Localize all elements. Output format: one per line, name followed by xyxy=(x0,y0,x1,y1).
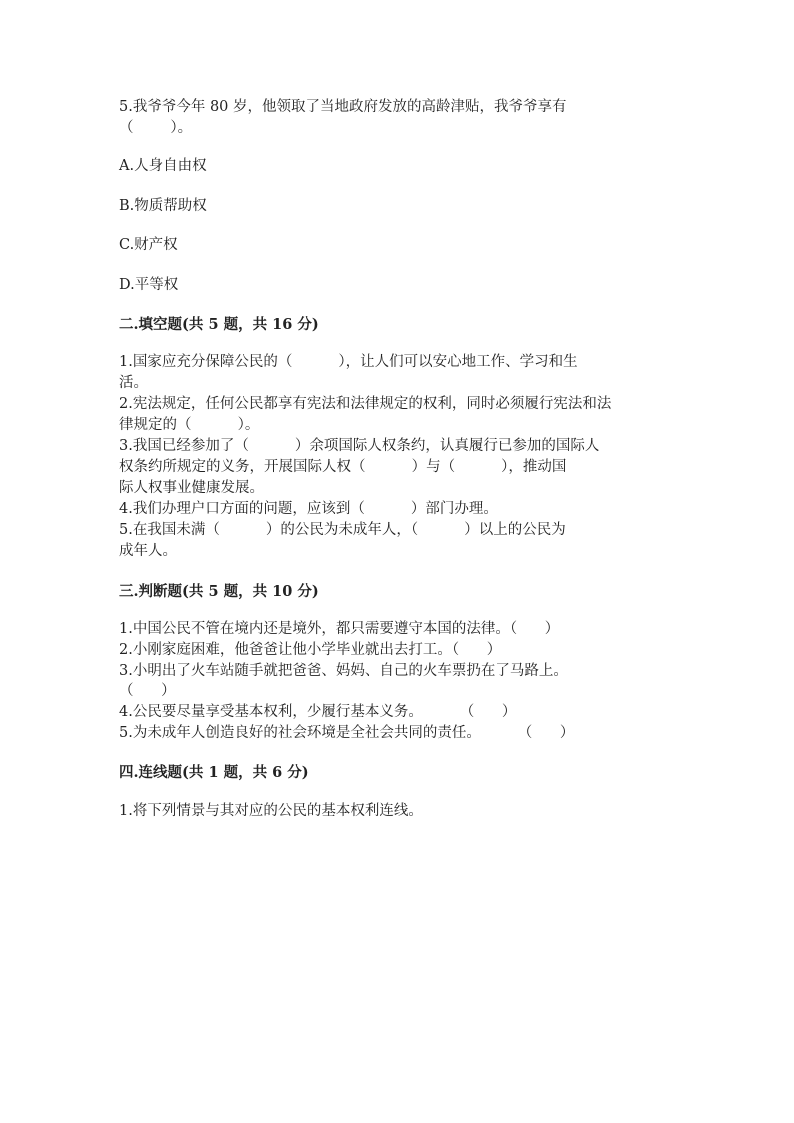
fill-line: 权条约所规定的义务，开展国际人权（ ）与（ ），推动国 xyxy=(119,459,567,475)
option-c: C.财产权 xyxy=(119,237,178,253)
fill-line: 5.在我国未满（ ）的公民为未成年人，（ ）以上的公民为 xyxy=(119,522,566,538)
option-d: D.平等权 xyxy=(119,277,179,293)
fill-line: 2.宪法规定，任何公民都享有宪法和法律规定的权利，同时必须履行宪法和法 xyxy=(119,396,612,412)
option-b: B.物质帮助权 xyxy=(119,198,207,214)
option-a: A.人身自由权 xyxy=(119,158,207,174)
question-5-blank: （ ）。 xyxy=(119,120,193,136)
judge-line: （ ） xyxy=(119,683,176,699)
fill-line: 3.我国已经参加了（ ）余项国际人权条约，认真履行已参加的国际人 xyxy=(119,438,600,454)
judge-line: 1.中国公民不管在境内还是境外，都只需要遵守本国的法律。（ ） xyxy=(119,621,560,637)
fill-line: 律规定的（ ）。 xyxy=(119,417,260,433)
fill-line: 4.我们办理户口方面的问题，应该到（ ）部门办理。 xyxy=(119,501,498,517)
fill-line: 际人权事业健康发展。 xyxy=(119,480,264,496)
section-2-title: 二.填空题(共 5 题，共 16 分) xyxy=(119,316,319,333)
match-line: 1.将下列情景与其对应的公民的基本权利连线。 xyxy=(119,803,423,819)
fill-line: 成年人。 xyxy=(119,543,177,559)
section-4-title: 四.连线题(共 1 题，共 6 分) xyxy=(119,764,309,781)
fill-line: 活。 xyxy=(119,375,148,391)
section-3-title: 三.判断题(共 5 题，共 10 分) xyxy=(119,583,319,600)
judge-line: 5.为未成年人创造良好的社会环境是全社会共同的责任。 （ ） xyxy=(119,725,575,741)
question-5-stem: 5.我爷爷今年 80 岁，他领取了当地政府发放的高龄津贴，我爷爷享有 xyxy=(119,99,567,115)
judge-line: 2.小刚家庭困难，他爸爸让他小学毕业就出去打工。（ ） xyxy=(119,642,502,658)
judge-line: 4.公民要尽量享受基本权利，少履行基本义务。 （ ） xyxy=(119,704,517,720)
judge-line: 3.小明出了火车站随手就把爸爸、妈妈、自己的火车票扔在了马路上。 xyxy=(119,663,568,679)
fill-line: 1.国家应充分保障公民的（ ），让人们可以安心地工作、学习和生 xyxy=(119,354,578,370)
